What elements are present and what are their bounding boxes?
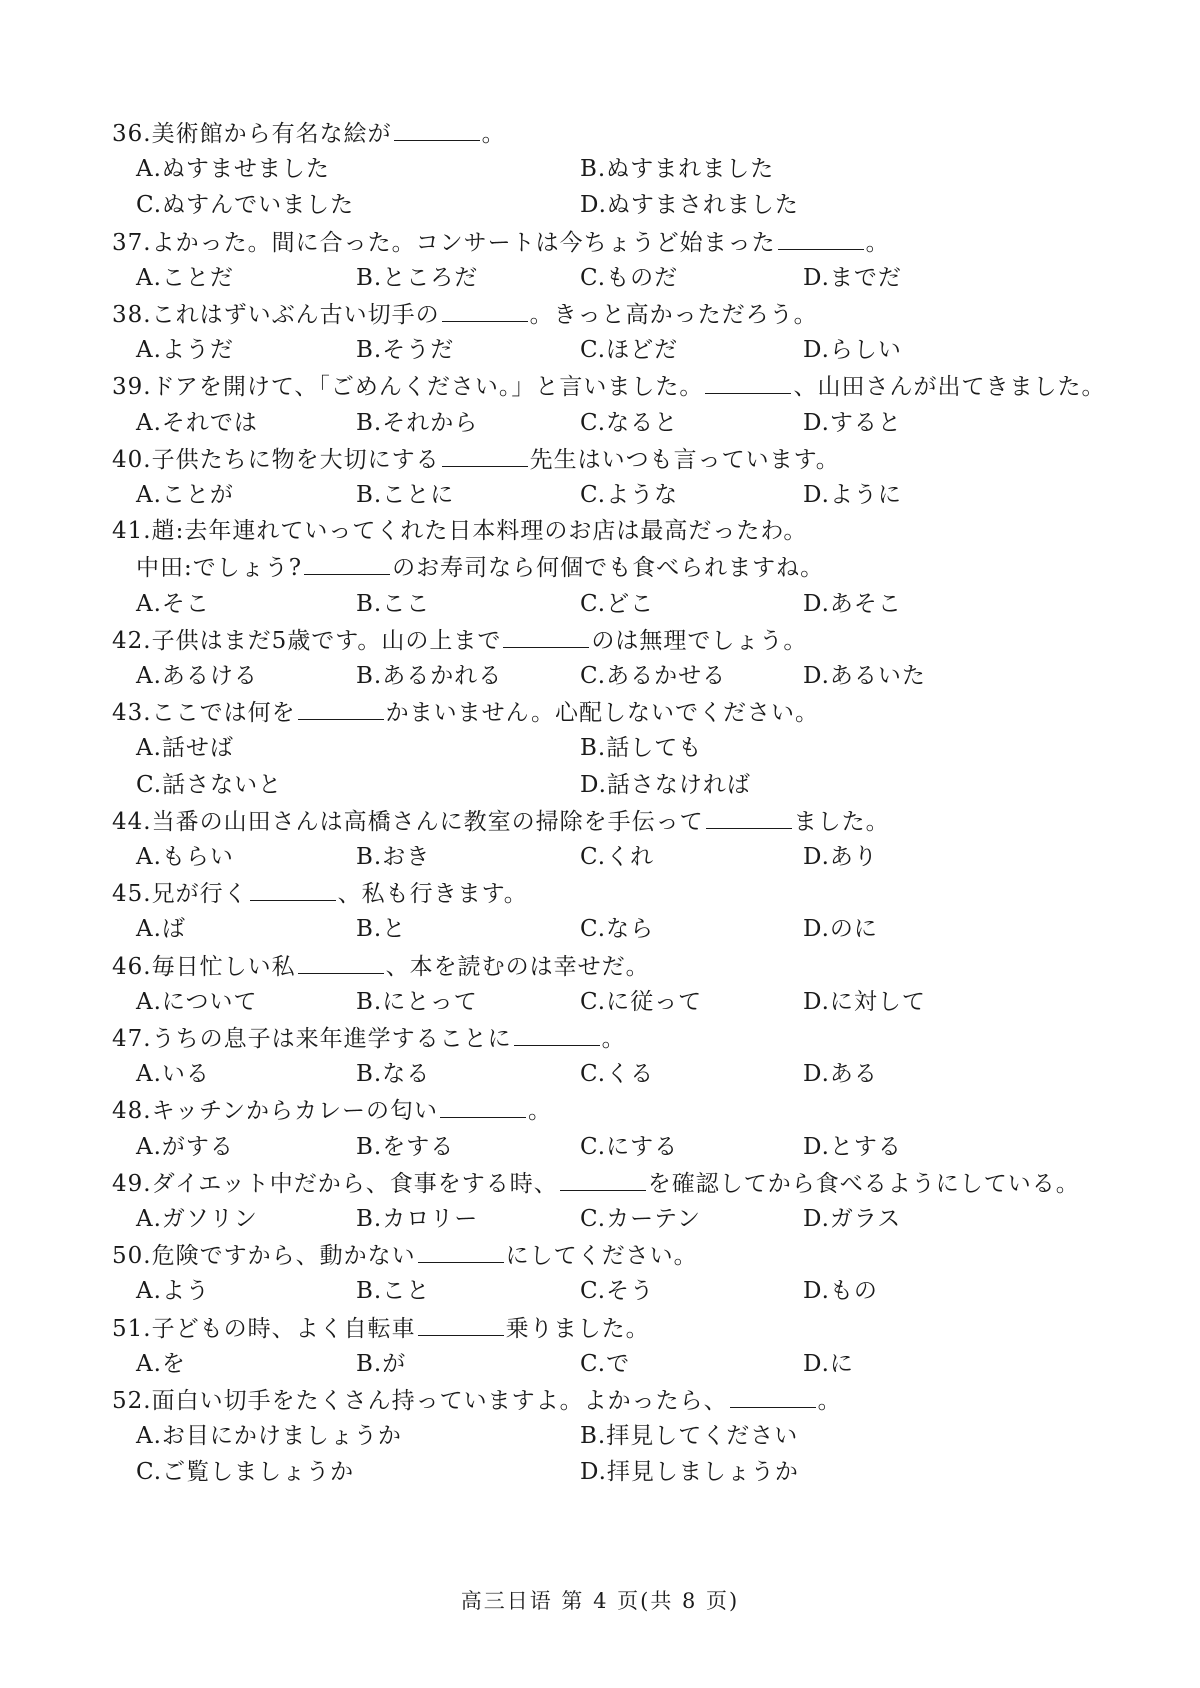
answer-option[interactable]: A.ようだ: [136, 337, 234, 364]
question-text: 48.キッチンからカレーの匂い: [112, 1098, 438, 1125]
answer-option[interactable]: C.どこ: [580, 590, 655, 617]
answer-option[interactable]: D.あり: [803, 844, 878, 870]
answer-blank[interactable]: [503, 625, 589, 648]
answer-blank[interactable]: [418, 1313, 504, 1336]
answer-option[interactable]: A.そこ: [136, 590, 210, 617]
question-stem: [112, 516, 1112, 546]
answer-option[interactable]: D.話さなければ: [580, 771, 751, 798]
question-stem: [112, 371, 1112, 402]
question-text: かまいません。心配しないでください。: [385, 700, 819, 727]
answer-option[interactable]: C.くれ: [580, 844, 655, 870]
question-stem-continued: [136, 552, 1136, 583]
answer-blank[interactable]: [706, 806, 792, 829]
answer-blank[interactable]: [394, 118, 480, 141]
answer-option[interactable]: B.ぬすまれました: [580, 156, 775, 183]
question-text: 52.面白い切手をたくさん持っていますよ。よかったら、: [112, 1388, 728, 1414]
question-stem: [112, 951, 1112, 982]
answer-blank[interactable]: [730, 1385, 816, 1408]
answer-option[interactable]: D.すると: [803, 409, 902, 436]
answer-blank[interactable]: [778, 227, 864, 250]
question-text: 、山田さんが出てきました。: [793, 374, 1106, 401]
question-text: 。: [481, 121, 506, 147]
question-text: 45.兄が行く: [112, 881, 248, 908]
answer-option[interactable]: A.ガソリン: [136, 1206, 258, 1232]
answer-option[interactable]: C.ご覧しましょうか: [136, 1459, 355, 1486]
question-text: 42.子供はまだ5歳です。山の上まで: [112, 627, 502, 654]
answer-option[interactable]: C.カーテン: [580, 1206, 701, 1232]
question-stem: [112, 1023, 1112, 1054]
answer-option[interactable]: C.ような: [580, 482, 679, 508]
answer-option[interactable]: B.が: [356, 1350, 407, 1377]
question-stem: [112, 1240, 1112, 1271]
page-footer: 高三日语 第 4 页(共 8 页): [460, 1589, 740, 1613]
answer-option[interactable]: D.に対して: [803, 988, 926, 1015]
answer-option[interactable]: D.までだ: [803, 264, 902, 291]
answer-option[interactable]: A.もらい: [136, 844, 234, 870]
question-text: 、私も行きます。: [337, 881, 528, 908]
answer-option[interactable]: A.ことが: [136, 482, 234, 508]
question-stem: [112, 625, 1112, 656]
question-stem: [112, 444, 1112, 475]
answer-blank[interactable]: [298, 951, 384, 974]
answer-option[interactable]: A.それでは: [136, 409, 258, 436]
answer-option[interactable]: A.ぬすませました: [136, 156, 330, 183]
question-text: 46.毎日忙しい私: [112, 953, 296, 980]
question-text: 。: [865, 229, 890, 256]
answer-option[interactable]: D.に: [803, 1350, 854, 1377]
question-text: にしてください。: [505, 1243, 698, 1270]
answer-option[interactable]: D.のに: [803, 916, 878, 943]
answer-option[interactable]: D.ある: [803, 1061, 878, 1088]
answer-option[interactable]: C.そう: [580, 1278, 655, 1305]
answer-blank[interactable]: [442, 299, 528, 322]
answer-option[interactable]: D.拝見しましょうか: [580, 1459, 799, 1486]
answer-option[interactable]: B.ここ: [356, 590, 431, 617]
answer-option[interactable]: A.を: [136, 1350, 186, 1377]
answer-option[interactable]: B.話しても: [580, 735, 703, 762]
question-text: 47.うちの息子は来年進学することに: [112, 1026, 512, 1052]
question-stem: [112, 697, 1112, 728]
question-stem: [112, 1095, 1112, 1126]
answer-option[interactable]: C.あるかせる: [580, 663, 727, 689]
answer-option[interactable]: C.くる: [580, 1061, 655, 1088]
answer-option[interactable]: D.ガラス: [803, 1206, 902, 1232]
question-text: 。: [527, 1098, 552, 1125]
answer-blank[interactable]: [298, 697, 384, 720]
answer-option[interactable]: D.あるいた: [803, 663, 926, 689]
answer-option[interactable]: B.と: [356, 916, 407, 943]
question-text: 44.当番の山田さんは高橋さんに教室の掃除を手伝って: [112, 808, 704, 835]
answer-blank[interactable]: [442, 444, 528, 467]
question-text: を確認してから食べるようにしている。: [647, 1170, 1080, 1197]
answer-option[interactable]: D.ぬすまされました: [580, 192, 799, 219]
answer-option[interactable]: D.ように: [803, 482, 902, 508]
answer-option[interactable]: A.よう: [136, 1278, 210, 1305]
question-text: 40.子供たちに物を大切にする: [112, 446, 440, 473]
answer-option[interactable]: D.もの: [803, 1278, 878, 1305]
question-text: 先生はいつも言っています。: [529, 446, 840, 473]
answer-option[interactable]: B.拝見してください: [580, 1423, 799, 1450]
answer-blank[interactable]: [560, 1168, 646, 1191]
answer-blank[interactable]: [705, 371, 791, 394]
answer-blank[interactable]: [250, 878, 336, 901]
answer-option[interactable]: D.らしい: [803, 337, 902, 364]
question-text: ました。: [793, 808, 890, 835]
question-text: 39.ドアを開けて、「ごめんください。」と言いました。: [112, 374, 704, 401]
question-stem: [112, 1385, 1112, 1416]
answer-option[interactable]: C.話さないと: [136, 771, 283, 798]
answer-option[interactable]: B.をする: [356, 1133, 455, 1160]
answer-option[interactable]: C.なると: [580, 409, 679, 436]
question-text: 41.趙:去年連れていってくれた日本料理のお店は最高だったわ。: [112, 518, 808, 545]
answer-option[interactable]: A.について: [136, 988, 258, 1015]
question-stem: [112, 299, 1112, 330]
answer-option[interactable]: A.がする: [136, 1133, 234, 1160]
question-text: のお寿司なら何個でも食べられますね。: [392, 555, 825, 582]
answer-option[interactable]: C.で: [580, 1350, 631, 1377]
question-text: 、本を読むのは幸せだ。: [385, 953, 650, 980]
answer-option[interactable]: A.ば: [136, 916, 186, 943]
question-text: 36.美術館から有名な絵が: [112, 121, 392, 147]
question-text: 中田:でしょう?: [136, 555, 303, 582]
answer-option[interactable]: A.いる: [136, 1061, 210, 1088]
question-text: 。: [817, 1388, 842, 1414]
question-text: のは無理でしょう。: [591, 627, 808, 654]
answer-option[interactable]: B.カロリー: [356, 1206, 479, 1232]
answer-option[interactable]: B.こと: [356, 1278, 431, 1305]
answer-blank[interactable]: [514, 1023, 600, 1046]
question-text: 49.ダイエット中だから、食事をする時、: [112, 1170, 558, 1197]
question-text: 。きっと高かっただろう。: [529, 302, 818, 328]
answer-option[interactable]: C.ほどだ: [580, 337, 679, 364]
answer-option[interactable]: B.にとって: [356, 988, 478, 1015]
question-stem: [112, 806, 1112, 837]
answer-option[interactable]: C.に従って: [580, 988, 703, 1015]
answer-option[interactable]: A.ことだ: [136, 264, 234, 291]
answer-option[interactable]: C.なら: [580, 916, 655, 943]
question-text: 。: [601, 1026, 626, 1052]
answer-option[interactable]: C.ものだ: [580, 264, 679, 291]
question-stem: [112, 227, 1112, 258]
answer-option[interactable]: D.あそこ: [803, 590, 902, 617]
question-text: 38.これはずいぶん古い切手の: [112, 302, 440, 328]
answer-option[interactable]: A.お目にかけましょうか: [136, 1423, 402, 1450]
answer-blank[interactable]: [418, 1240, 504, 1263]
question-text: 51.子どもの時、よく自転車: [112, 1315, 416, 1342]
question-text: 乗りました。: [505, 1315, 650, 1342]
answer-blank[interactable]: [304, 552, 390, 575]
question-stem: [112, 878, 1112, 909]
answer-option[interactable]: C.ぬすんでいました: [136, 192, 355, 219]
answer-option[interactable]: B.それから: [356, 409, 479, 436]
answer-option[interactable]: B.ところだ: [356, 264, 479, 291]
answer-option[interactable]: B.おき: [356, 844, 431, 870]
question-text: 37.よかった。間に合った。コンサートは今ちょうど始まった: [112, 229, 776, 256]
answer-option[interactable]: C.にする: [580, 1133, 679, 1160]
answer-option[interactable]: A.話せば: [136, 735, 234, 762]
answer-option[interactable]: A.あるける: [136, 663, 258, 689]
answer-option[interactable]: B.あるかれる: [356, 663, 503, 689]
question-stem: [112, 1168, 1112, 1199]
answer-blank[interactable]: [440, 1095, 526, 1118]
answer-option[interactable]: B.そうだ: [356, 337, 455, 364]
answer-option[interactable]: D.とする: [803, 1133, 902, 1160]
question-stem: [112, 1313, 1112, 1344]
question-text: 50.危険ですから、動かない: [112, 1243, 416, 1270]
answer-option[interactable]: B.なる: [356, 1061, 431, 1088]
question-text: 43.ここでは何を: [112, 700, 296, 727]
question-stem: [112, 118, 1112, 149]
answer-option[interactable]: B.ことに: [356, 482, 455, 508]
